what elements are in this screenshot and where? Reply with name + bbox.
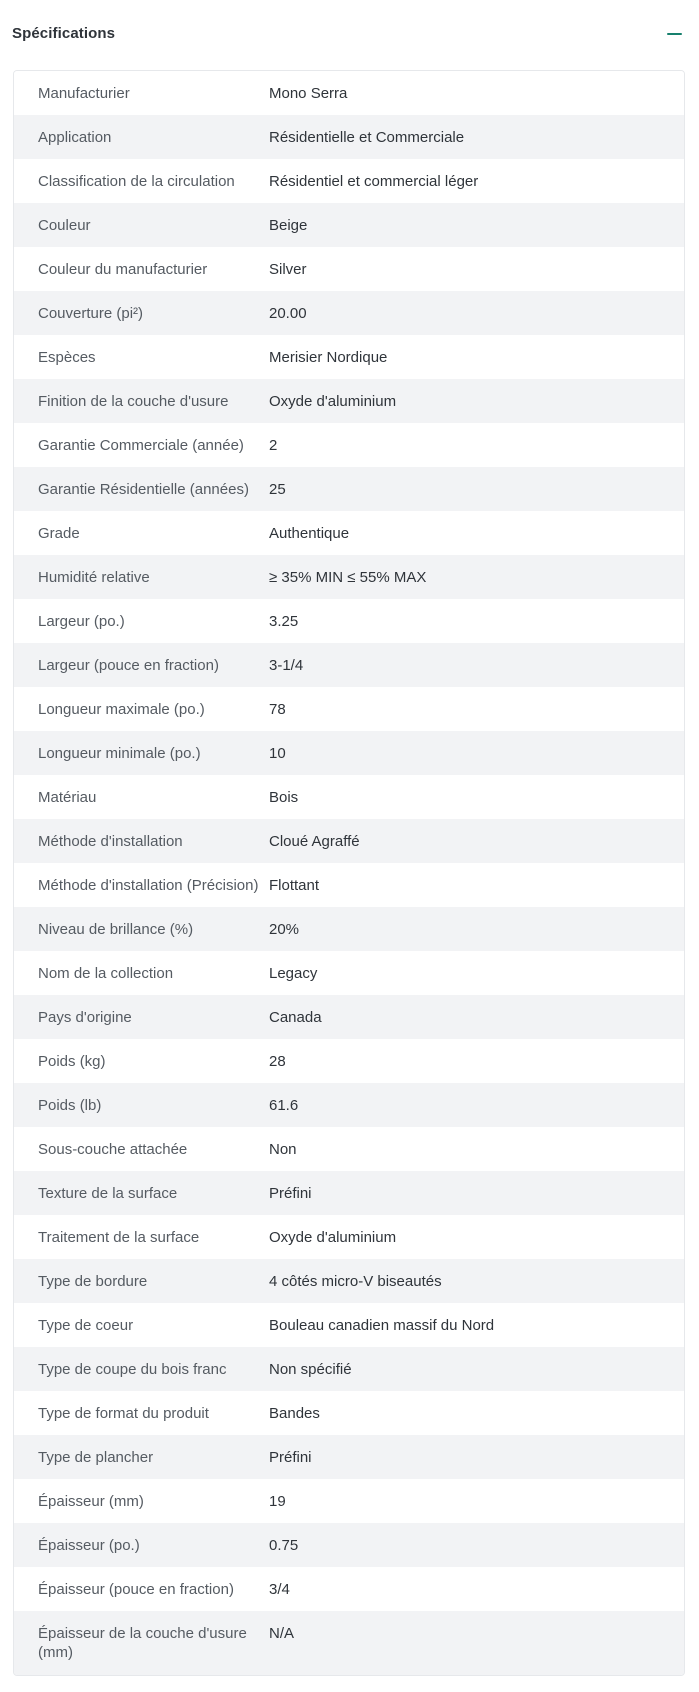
spec-value: 20% — [269, 921, 300, 938]
spec-value: Canada — [269, 1009, 322, 1026]
spec-label: Largeur (pouce en fraction) — [38, 657, 219, 674]
spec-value: 0.75 — [269, 1537, 299, 1554]
spec-value: Beige — [269, 217, 308, 234]
spec-value: ≥ 35% MIN ≤ 55% MAX — [269, 569, 427, 586]
spec-label: Type de bordure — [38, 1273, 148, 1290]
specifications-header[interactable] — [0, 0, 699, 70]
spec-label: Type de plancher — [38, 1449, 154, 1466]
spec-value: Résidentielle et Commerciale — [269, 129, 465, 146]
spec-row — [14, 291, 684, 335]
spec-label: Espèces — [38, 349, 96, 366]
spec-row — [14, 247, 684, 291]
spec-row — [14, 599, 684, 643]
spec-label: Méthode d'installation — [38, 833, 183, 850]
spec-label: Couleur du manufacturier — [38, 261, 208, 278]
collapse-button[interactable] — [661, 21, 687, 47]
spec-row — [14, 643, 684, 687]
spec-value: Non — [269, 1141, 297, 1158]
spec-label: Poids (kg) — [38, 1053, 106, 1070]
spec-label: Pays d'origine — [38, 1009, 132, 1026]
spec-label: Niveau de brillance (%) — [38, 921, 194, 938]
minus-icon — [667, 33, 682, 35]
spec-value: Résidentiel et commercial léger — [269, 173, 479, 190]
spec-label: Finition de la couche d'usure — [38, 393, 229, 410]
spec-row — [14, 1435, 684, 1479]
spec-row — [14, 1171, 684, 1215]
spec-value: 20.00 — [269, 305, 307, 322]
spec-value: Legacy — [269, 965, 318, 982]
spec-label: Manufacturier — [38, 85, 130, 102]
spec-label: Couverture (pi²) — [38, 305, 144, 322]
spec-row — [14, 1611, 684, 1675]
spec-label: Épaisseur (mm) — [38, 1493, 144, 1510]
spec-label: Garantie Résidentielle (années) — [38, 481, 249, 498]
spec-label: Nom de la collection — [38, 965, 174, 982]
spec-value: 3/4 — [269, 1581, 290, 1598]
spec-value: Bouleau canadien massif du Nord — [269, 1317, 495, 1334]
spec-label: Largeur (po.) — [38, 613, 125, 630]
spec-label: Traitement de la surface — [38, 1229, 200, 1246]
spec-row — [14, 1127, 684, 1171]
spec-row — [14, 467, 684, 511]
spec-row — [14, 555, 684, 599]
spec-label: Couleur — [38, 217, 91, 234]
spec-row — [14, 1215, 684, 1259]
spec-row — [14, 423, 684, 467]
spec-value: 3.25 — [269, 613, 299, 630]
spec-value: 25 — [269, 481, 286, 498]
spec-row — [14, 819, 684, 863]
spec-value: 3-1/4 — [269, 657, 304, 674]
spec-value: 78 — [269, 701, 286, 718]
spec-value: Mono Serra — [269, 85, 348, 102]
spec-label: Humidité relative — [38, 569, 150, 586]
spec-label: Méthode d'installation (Précision) — [38, 877, 259, 894]
spec-row — [14, 379, 684, 423]
spec-value: Silver — [269, 261, 307, 278]
spec-row — [14, 1391, 684, 1435]
spec-label: Longueur maximale (po.) — [38, 701, 205, 718]
spec-label: Type de format du produit — [38, 1405, 209, 1422]
spec-row — [14, 731, 684, 775]
spec-label: Garantie Commerciale (année) — [38, 437, 244, 454]
spec-row — [14, 71, 684, 115]
spec-label: Type de coupe du bois franc — [38, 1361, 227, 1378]
spec-label: Épaisseur de la couche d'usure (mm) — [38, 1625, 247, 1661]
spec-label: Matériau — [38, 789, 97, 806]
spec-value: Authentique — [269, 525, 350, 542]
spec-value: 2 — [269, 437, 278, 454]
spec-label: Poids (lb) — [38, 1097, 102, 1114]
spec-row — [14, 115, 684, 159]
spec-label: Épaisseur (pouce en fraction) — [38, 1581, 234, 1598]
spec-value: N/A — [269, 1625, 295, 1642]
spec-value: 10 — [269, 745, 286, 762]
spec-row — [14, 907, 684, 951]
spec-label: Sous-couche attachée — [38, 1141, 188, 1158]
spec-value: 19 — [269, 1493, 286, 1510]
spec-row — [14, 1039, 684, 1083]
spec-row — [14, 335, 684, 379]
spec-label: Épaisseur (po.) — [38, 1537, 140, 1554]
spec-row — [14, 1303, 684, 1347]
section-title: Spécifications — [12, 25, 116, 42]
spec-value: 28 — [269, 1053, 286, 1070]
spec-value: Préfini — [269, 1449, 312, 1466]
spec-row — [14, 159, 684, 203]
spec-value: Préfini — [269, 1185, 312, 1202]
spec-row — [14, 1083, 684, 1127]
spec-value: Bois — [269, 789, 299, 806]
spec-value: Bandes — [269, 1405, 320, 1422]
spec-row — [14, 995, 684, 1039]
spec-value: Merisier Nordique — [269, 349, 388, 366]
spec-label: Longueur minimale (po.) — [38, 745, 201, 762]
spec-row — [14, 687, 684, 731]
spec-row — [14, 511, 684, 555]
spec-label: Grade — [38, 525, 80, 542]
spec-row — [14, 1259, 684, 1303]
spec-value: Oxyde d'aluminium — [269, 1229, 397, 1246]
spec-value: 4 côtés micro-V biseautés — [269, 1273, 442, 1290]
spec-row — [14, 1479, 684, 1523]
spec-value: 61.6 — [269, 1097, 299, 1114]
spec-value: Oxyde d'aluminium — [269, 393, 397, 410]
spec-row — [14, 1523, 684, 1567]
spec-row — [14, 775, 684, 819]
spec-label: Classification de la circulation — [38, 173, 235, 190]
specifications-table — [13, 70, 685, 1676]
spec-value: Cloué Agraffé — [269, 833, 360, 850]
spec-value: Flottant — [269, 877, 320, 894]
spec-row — [14, 1567, 684, 1611]
spec-row — [14, 1347, 684, 1391]
spec-label: Type de coeur — [38, 1317, 134, 1334]
spec-value: Non spécifié — [269, 1361, 352, 1378]
spec-row — [14, 863, 684, 907]
spec-row — [14, 951, 684, 995]
spec-label: Application — [38, 129, 112, 146]
spec-label: Texture de la surface — [38, 1185, 178, 1202]
spec-row — [14, 203, 684, 247]
